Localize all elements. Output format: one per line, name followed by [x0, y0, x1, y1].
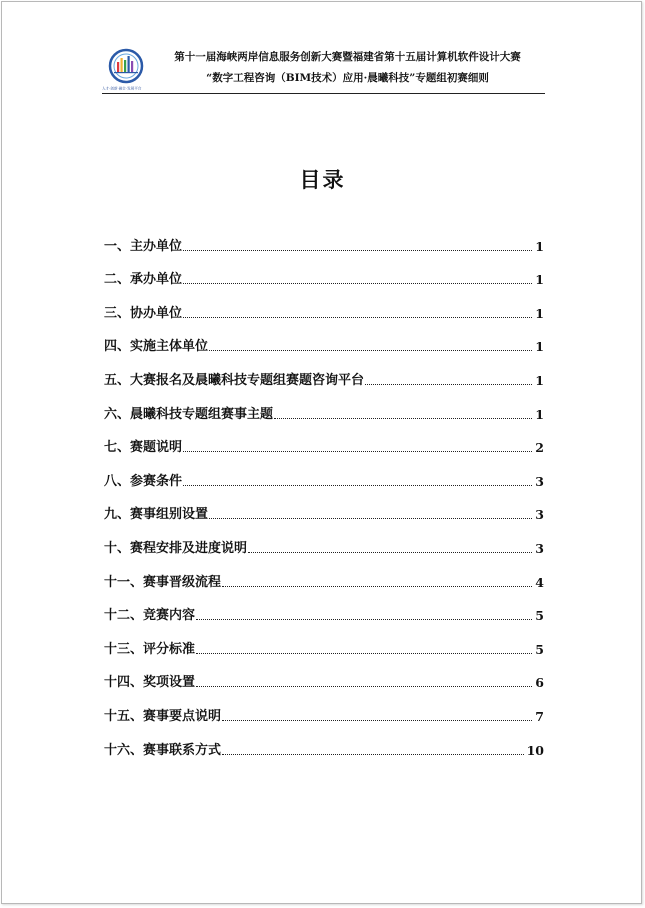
toc-leader-dots	[183, 250, 532, 251]
toc-item[interactable]	[104, 696, 544, 730]
toc-leader-dots	[222, 754, 524, 755]
toc-item-page: 1	[535, 406, 544, 422]
toc-item-label: 十三、评分标准	[104, 641, 196, 657]
toc-item-label: 二、承办单位	[104, 272, 183, 288]
toc-item[interactable]	[104, 360, 544, 394]
toc-item-label: 三、协办单位	[104, 305, 183, 321]
competition-logo-icon	[104, 48, 148, 90]
toc-item[interactable]	[104, 461, 544, 495]
toc-leader-dots	[183, 317, 532, 318]
toc-leader-dots	[222, 720, 532, 721]
toc-item[interactable]	[104, 293, 544, 327]
toc-item-label: 十六、赛事联系方式	[104, 742, 222, 758]
toc-leader-dots	[222, 586, 532, 587]
toc-item[interactable]	[104, 596, 544, 630]
toc-item-label: 一、主办单位	[104, 238, 183, 254]
toc-item-label: 十一、赛事晋级流程	[104, 574, 222, 590]
toc-item-page: 1	[535, 372, 544, 388]
toc-item-page: 7	[535, 708, 544, 724]
toc-leader-dots	[183, 283, 532, 284]
document-page	[1, 1, 642, 904]
toc-item-label: 十五、赛事要点说明	[104, 708, 222, 724]
toc-item-page: 5	[535, 608, 544, 624]
toc-item-page: 2	[535, 440, 544, 456]
table-of-contents	[104, 226, 544, 764]
toc-item-label: 五、大赛报名及晨曦科技专题组赛题咨询平台	[104, 372, 365, 388]
toc-item-label: 六、晨曦科技专题组赛事主题	[104, 406, 274, 422]
toc-leader-dots	[365, 384, 532, 385]
toc-item[interactable]	[104, 629, 544, 663]
toc-item-label: 八、参赛条件	[104, 473, 183, 489]
toc-item[interactable]	[104, 495, 544, 529]
toc-leader-dots	[274, 418, 532, 419]
toc-item-page: 5	[535, 641, 544, 657]
toc-item-page: 1	[535, 339, 544, 355]
toc-leader-dots	[183, 451, 532, 452]
toc-title: 目录	[299, 167, 346, 192]
toc-leader-dots	[183, 485, 532, 486]
header-divider	[102, 93, 545, 94]
toc-item-page: 1	[535, 238, 544, 254]
toc-leader-dots	[209, 518, 532, 519]
toc-item-label: 七、赛题说明	[104, 440, 183, 456]
toc-item-page: 3	[535, 540, 544, 556]
toc-item-page: 3	[535, 507, 544, 523]
toc-item-label: 十四、奖项设置	[104, 675, 196, 691]
logo-caption: 人才·创新·融合·发展平台	[102, 86, 142, 91]
toc-item-label: 四、实施主体单位	[104, 339, 209, 355]
toc-item-page: 1	[535, 272, 544, 288]
toc-leader-dots	[196, 686, 532, 687]
toc-leader-dots	[196, 619, 532, 620]
page-header	[102, 42, 547, 92]
toc-item-page: 4	[535, 574, 544, 590]
toc-item[interactable]	[104, 394, 544, 428]
toc-item-page: 10	[526, 742, 544, 758]
toc-item[interactable]	[104, 528, 544, 562]
toc-item[interactable]	[104, 730, 544, 764]
toc-item-page: 3	[535, 473, 544, 489]
toc-item-label: 十、赛程安排及进度说明	[104, 540, 248, 556]
toc-item[interactable]	[104, 663, 544, 697]
toc-leader-dots	[248, 552, 532, 553]
toc-item-page: 1	[535, 305, 544, 321]
toc-item[interactable]	[104, 562, 544, 596]
header-title-line1: 第十一届海峡两岸信息服务创新大赛暨福建省第十五届计算机软件设计大赛	[174, 51, 521, 63]
header-title-line2: “数字工程咨询（BIM技术）应用·晨曦科技”专题组初赛细则	[206, 72, 489, 84]
toc-item[interactable]	[104, 226, 544, 260]
toc-item-label: 九、赛事组别设置	[104, 507, 209, 523]
toc-item[interactable]	[104, 327, 544, 361]
toc-leader-dots	[209, 350, 532, 351]
toc-item-label: 十二、竞赛内容	[104, 608, 196, 624]
toc-item[interactable]	[104, 260, 544, 294]
toc-leader-dots	[196, 653, 532, 654]
toc-item-page: 6	[535, 675, 544, 691]
toc-item[interactable]	[104, 428, 544, 462]
